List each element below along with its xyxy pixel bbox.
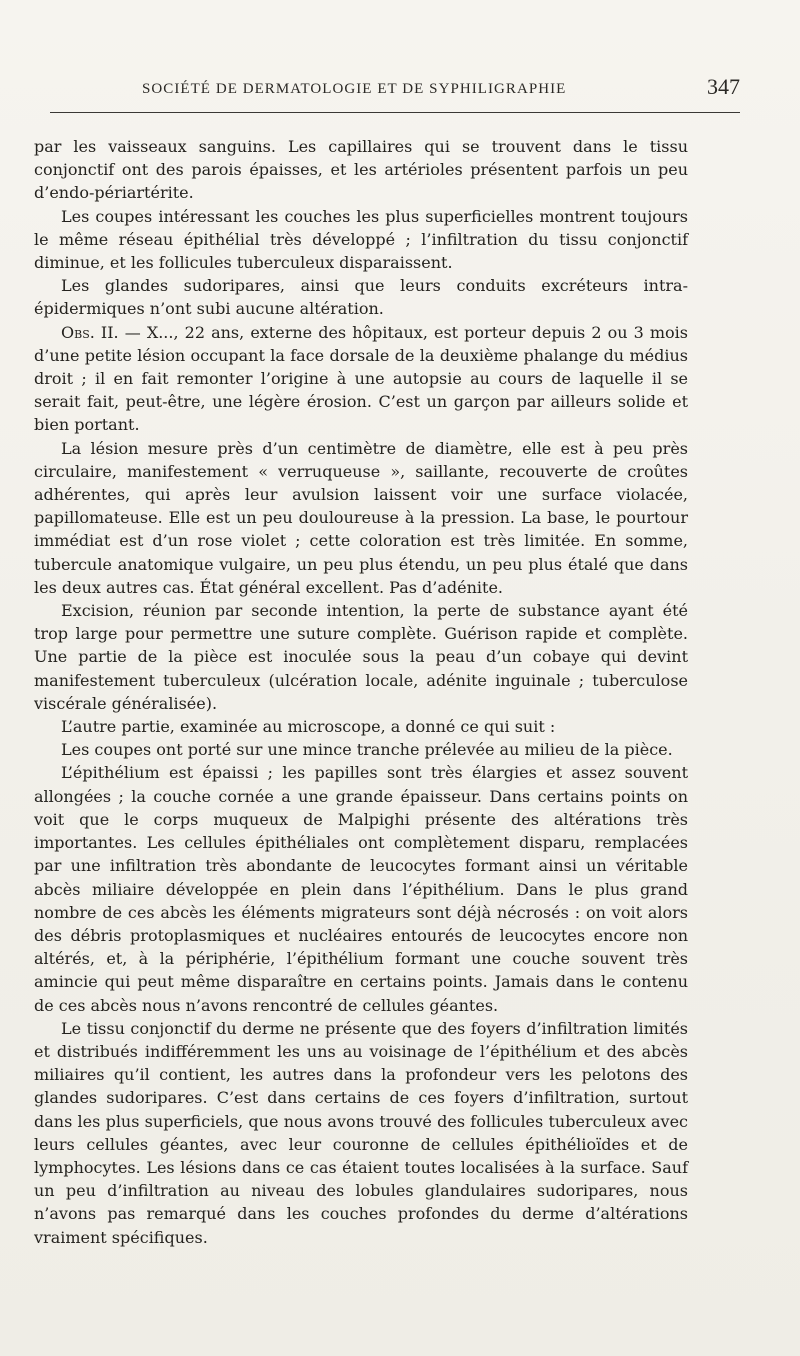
paragraph-7: L’autre partie, examinée au microscope, a donné ce qui suit : bbox=[61, 717, 556, 737]
observation-label: Obs. II. bbox=[61, 322, 119, 342]
paragraph-8: Les coupes ont porté sur une mince tranche prélevée au milieu de la pièce. bbox=[61, 740, 673, 760]
paragraph-3: Les glandes sudoripares, ainsi que leurs conduits excréteurs intra-épidermiques n’ont subi aucune altération. bbox=[34, 276, 688, 319]
paragraph-6: Excision, réunion par seconde intention, la perte de substance ayant été trop large pour permettre une suture complète. Guérison rapide et complète. Une partie de la pièce est inoculée sous la peau d’un cobaye qui devint manifestement tuberculeux (ulcération locale, adénite inguinale ; tuberculose viscérale généralisée). bbox=[34, 601, 688, 713]
paragraph-10: Le tissu conjonctif du derme ne présente que des foyers d’infiltration limités et distribués indifféremment les uns au voisinage de l’épithélium et des abcès miliaires qu’il contient, les autres dans la profondeur vers les pelotons des glandes sudoripares. C’est dans certains de ces foyers d’infiltration, surtout dans les plus superficiels, que nous avons trouvé des follicules tuberculeux avec leurs cellules géantes, avec leur couronne de cellules épithélioïdes et de lymphocytes. Les lésions dans ce cas étaient toutes localisées à la surface. Sauf un peu d’infiltration au niveau des lobules glandulaires sudoripares, nous n’avons pas remarqué dans les couches profondes du derme d’altérations vraiment spécifiques. bbox=[34, 1018, 688, 1247]
paragraph-9: L’épithélium est épaissi ; les papilles sont très élargies et assez souvent allongées ; la couche cornée a une grande épaisseur. Dans certains points on voit que le corps muqueux de Malpighi présente des altérations très importantes. Les cellules épithéliales ont complètement disparu, remplacées par une infiltration très abondante de leucocytes formant ainsi un véritable abcès miliaire développée en plein dans l’épithélium. Dans le plus grand nombre de ces abcès les éléments migrateurs sont déjà nécrosés : on voit alors des débris protoplasmiques et nucléaires entourés de leucocytes encore non altérés, et, à la périphérie, l’épithélium formant une couche souvent très amincie qui peut même disparaître en certains points. Jamais dans le contenu de ces abcès nous n’avons rencontré de cellules géantes. bbox=[34, 763, 688, 1015]
body-text bbox=[34, 135, 688, 1249]
paragraph-2: Les coupes intéressant les couches les plus superficielles montrent toujours le même réseau épithélial très développé ; l’infiltration du tissu conjonctif diminue, et les follicules tuberculeux disparaissent. bbox=[34, 206, 688, 273]
paragraph-5: La lésion mesure près d’un centimètre de diamètre, elle est à peu près circulaire, manifestement « verruqueuse », saillante, recouverte de croûtes adhérentes, qui après leur avulsion laissent voir une surface violacée, papillomateuse. Elle est un peu douloureuse à la pression. La base, le pourtour immédiat est d’un rose violet ; cette coloration est très limitée. En somme, tubercule anatomique vulgaire, un peu plus étendu, un peu plus étalé que dans les deux autres cas. État général excellent. Pas d’adénite. bbox=[34, 438, 688, 597]
observation-text: — X..., 22 ans, externe des hôpitaux, est porteur depuis 2 ou 3 mois d’une petite lésion occupant la face dorsale de la deuxième phalange du médius droit ; il en fait remonter l’origine à une autopsie au cours de laquelle il se serait fait, peut-être, une légère érosion. C’est un garçon par ailleurs solide et bien portant. bbox=[34, 322, 688, 435]
running-header bbox=[50, 72, 740, 113]
paragraph-observation bbox=[34, 321, 688, 437]
paragraph-1: par les vaisseaux sanguins. Les capillaires qui se trouvent dans le tissu conjonctif ont des parois épaisses, et les artérioles présentent parfois un peu d’endo-périartérite. bbox=[34, 137, 688, 203]
running-title: SOCIÉTÉ DE DERMATOLOGIE ET DE SYPHILIGRAPHIE bbox=[142, 81, 567, 97]
page-number: 347 bbox=[707, 74, 740, 99]
